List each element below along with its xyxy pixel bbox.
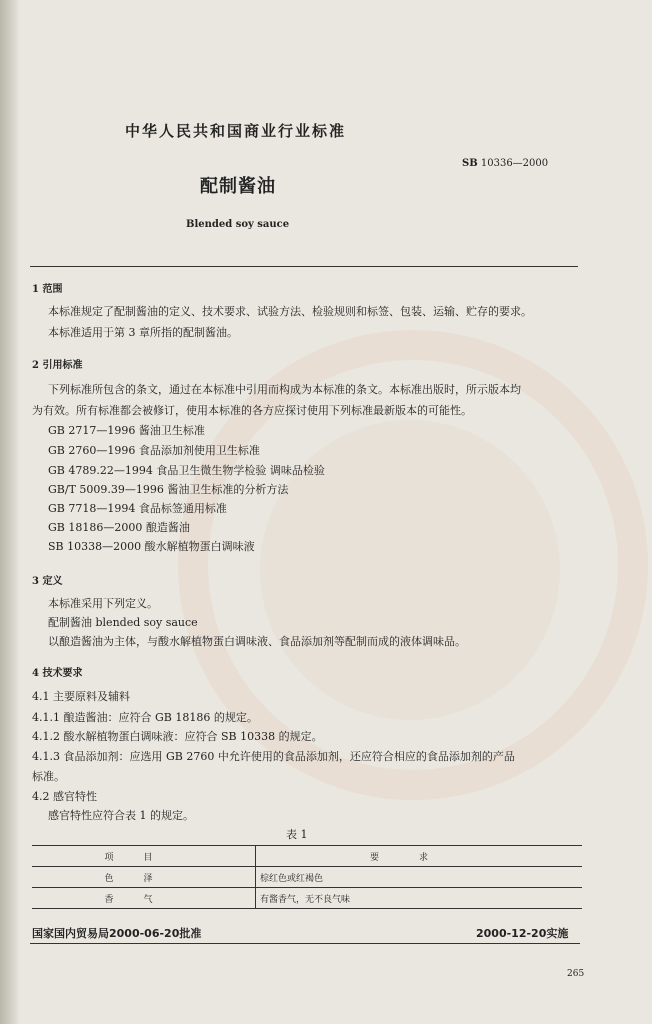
section-1-paragraph-1: 本标准规定了配制酱油的定义、技术要求、试验方法、检验规则和标签、包装、运输、贮存的要求。 (48, 305, 532, 318)
table-cell-item: 色泽 (32, 867, 256, 888)
section-2-paragraph-1: 下列标准所包含的条文，通过在本标准中引用而构成为本标准的条文。本标准出版时，所示版本均 (48, 383, 521, 396)
clause-4-1-1: 4.1.1 酿造酱油：应符合 GB 18186 的规定。 (32, 711, 258, 724)
section-3-paragraph-1: 本标准采用下列定义。 (48, 597, 158, 610)
section-4-heading: 4 技术要求 (32, 668, 83, 679)
standard-code-prefix: SB (462, 158, 478, 169)
section-1-paragraph-2: 本标准适用于第 3 章所指的配制酱油。 (48, 326, 238, 339)
reference-item: GB/T 5009.39—1996 酱油卫生标准的分析方法 (48, 483, 289, 496)
section-3-heading: 3 定义 (32, 576, 63, 587)
table-cell-item: 香气 (32, 888, 256, 909)
section-2-heading: 2 引用标准 (32, 360, 83, 371)
standard-code-number: 10336—2000 (480, 158, 549, 169)
section-3-definition: 以酿造酱油为主体，与酸水解植物蛋白调味液、食品添加剂等配制而成的液体调味品。 (48, 635, 466, 648)
reference-item: GB 18186—2000 酿造酱油 (48, 521, 190, 534)
approval-date: 国家国内贸易局2000-06-20批准 (32, 927, 202, 940)
reference-item: GB 4789.22—1994 食品卫生微生物学检验 调味品检验 (48, 464, 325, 477)
standard-category-title: 中华人民共和国商业行业标准 (125, 122, 347, 140)
standard-name-english: Blended soy sauce (186, 219, 290, 230)
clause-4-2: 4.2 感官特性 (32, 790, 97, 803)
clause-4-1-2: 4.1.2 酸水解植物蛋白调味液：应符合 SB 10338 的规定。 (32, 730, 323, 743)
standard-code (462, 158, 548, 169)
section-3-term: 配制酱油 blended soy sauce (48, 616, 198, 629)
reference-item: SB 10338—2000 酸水解植物蛋白调味液 (48, 540, 255, 553)
reference-item: GB 7718—1994 食品标签通用标准 (48, 502, 227, 515)
table-1 (32, 845, 582, 909)
table-header-requirement: 要求 (256, 846, 583, 867)
page-number: 265 (567, 969, 585, 979)
table-row (32, 888, 582, 909)
section-1-heading: 1 范围 (32, 284, 63, 295)
clause-4-1-3: 4.1.3 食品添加剂：应选用 GB 2760 中允许使用的食品添加剂，还应符合相应的食品添加剂的产品 (32, 750, 515, 763)
table-cell-requirement: 有酱香气，无不良气味 (256, 888, 583, 909)
header-divider (30, 266, 578, 267)
table-row (32, 867, 582, 888)
footer-divider (30, 943, 580, 944)
standard-name-chinese: 配制酱油 (200, 176, 276, 197)
section-2-paragraph-2: 为有效。所有标准都会被修订，使用本标准的各方应探讨使用下列标准最新版本的可能性。 (32, 404, 472, 417)
table-header-item: 项目 (32, 846, 256, 867)
table-1-caption: 表 1 (286, 828, 308, 841)
clause-4-1-3-cont: 标准。 (32, 770, 65, 783)
table-cell-requirement: 棕红色或红褐色 (256, 867, 583, 888)
effective-date: 2000-12-20实施 (476, 927, 569, 940)
reference-item: GB 2760—1996 食品添加剂使用卫生标准 (48, 444, 260, 457)
book-spine-shadow (0, 0, 20, 1024)
table-header-row (32, 846, 582, 867)
reference-item: GB 2717—1996 酱油卫生标准 (48, 424, 205, 437)
clause-4-1: 4.1 主要原料及辅料 (32, 690, 130, 703)
clause-4-2-text: 感官特性应符合表 1 的规定。 (48, 809, 194, 822)
